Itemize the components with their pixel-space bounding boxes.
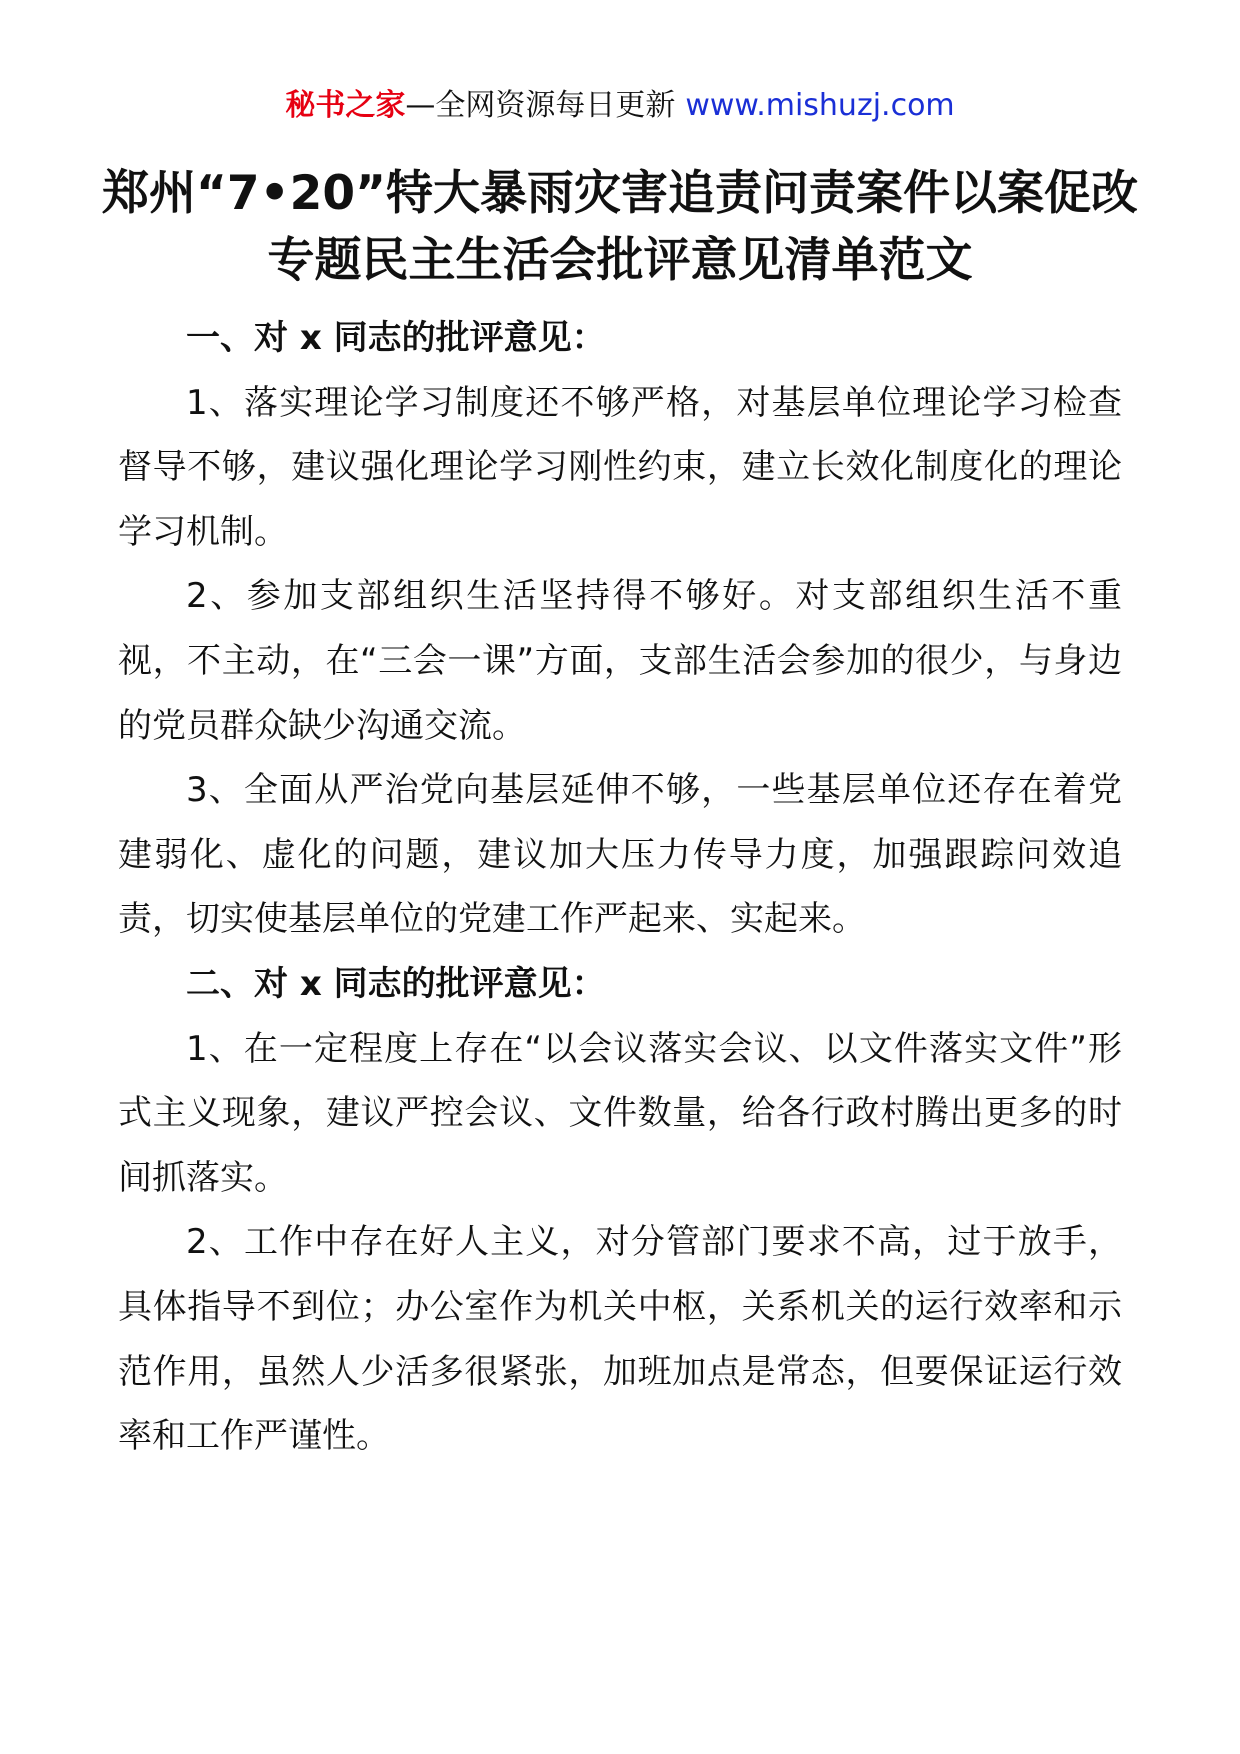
site-slogan: —全网资源每日更新 bbox=[405, 88, 676, 123]
brand-name: 秘书之家 bbox=[285, 88, 406, 123]
criticism-item: 2、工作中存在好人主义，对分管部门要求不高，过于放手，具体指导不到位；办公室作为机关中枢，关系机关的运行效率和示范作用，虽然人少活多很紧张，加班加点是常态，但要保证运行效率和工作严谨性。 bbox=[118, 1222, 1122, 1457]
criticism-item: 3、全面从严治党向基层延伸不够，一些基层单位还存在着党建弱化、虚化的问题，建议加大压力传导力度，加强跟踪问效追责，切实使基层单位的党建工作严起来、实起来。 bbox=[118, 770, 1122, 940]
document-body bbox=[118, 306, 1122, 1469]
section-heading: 一、对 x 同志的批评意见： bbox=[186, 318, 606, 358]
criticism-item: 1、落实理论学习制度还不够严格，对基层单位理论学习检查督导不够，建议强化理论学习刚性约束，建立长效化制度化的理论学习机制。 bbox=[118, 382, 1122, 552]
criticism-item: 1、在一定程度上存在“以会议落实会议、以文件落实文件”形式主义现象，建议严控会议、文件数量，给各行政村腾出更多的时间抓落实。 bbox=[118, 1028, 1122, 1198]
document-title: 郑州“7•20”特大暴雨灾害追责问责案件以案促改专题民主生活会批评意见清单范文 bbox=[102, 166, 1138, 288]
section-heading: 二、对 x 同志的批评意见： bbox=[186, 963, 606, 1004]
site-url-link[interactable]: www.mishuzj.com bbox=[685, 88, 955, 123]
criticism-item: 2、参加支部组织生活坚持得不够好。对支部组织生活不重视，不主动，在“三会一课”方面，支部生活会参加的很少，与身边的党员群众缺少沟通交流。 bbox=[118, 576, 1122, 746]
site-header bbox=[0, 86, 1240, 126]
